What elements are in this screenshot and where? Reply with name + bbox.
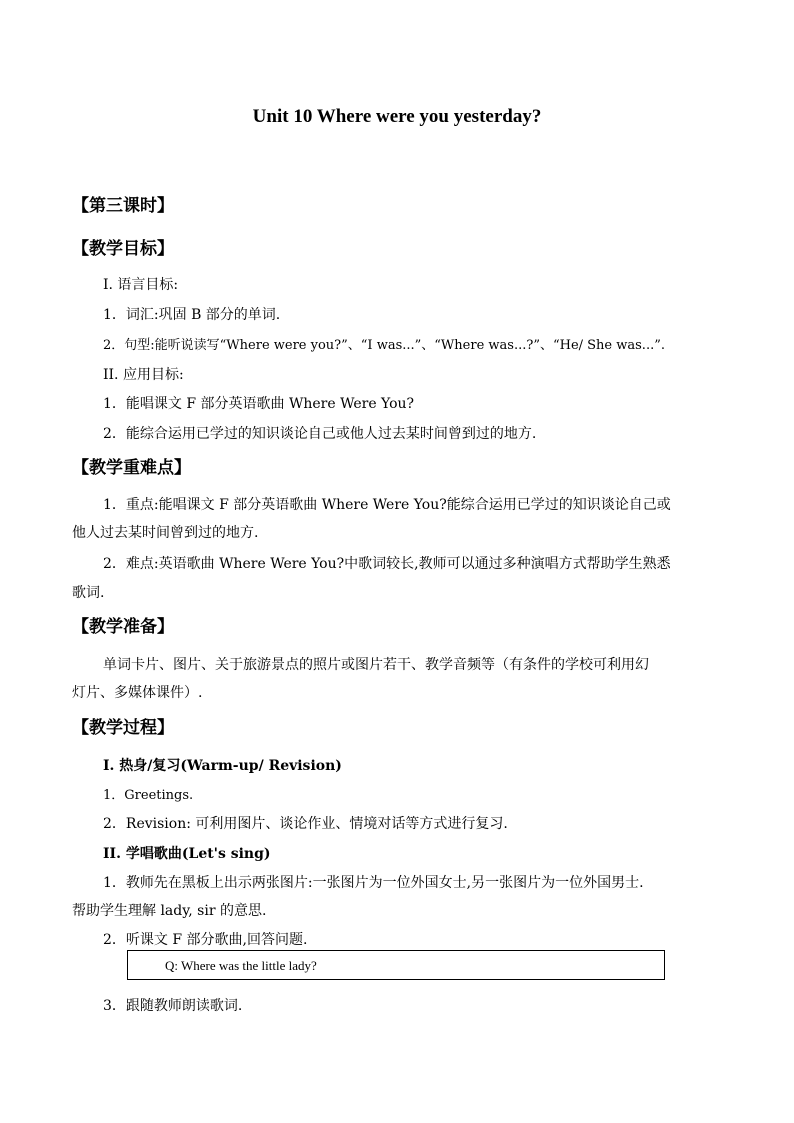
question-box <box>127 950 665 980</box>
question-text: Q: Where was the little lady? <box>165 958 317 973</box>
process-step-title: II. 学唱歌曲(Let's sing) <box>103 846 271 862</box>
heading-process: 【教学过程】 <box>72 718 174 738</box>
key-point-line: 歌词. <box>72 585 105 601</box>
document-title: Unit 10 Where were you yesterday? <box>252 106 542 127</box>
heading-preparation: 【教学准备】 <box>72 617 174 637</box>
objective-line: 1．词汇:巩固 B 部分的单词. <box>103 307 281 323</box>
process-line: 1．教师先在黑板上出示两张图片:一张图片为一位外国女士,另一张图片为一位外国男士. <box>103 875 644 891</box>
process-line: 2．Revision: 可利用图片、谈论作业、情境对话等方式进行复习. <box>103 816 508 832</box>
heading-objectives: 【教学目标】 <box>72 239 174 259</box>
process-line: 3．跟随教师朗读歌词. <box>103 998 243 1014</box>
preparation-line: 灯片、多媒体课件）. <box>72 685 203 701</box>
objective-line: 2．能综合运用已学过的知识谈论自己或他人过去某时间曾到过的地方. <box>103 426 537 442</box>
objective-line: 1．能唱课文 F 部分英语歌曲 Where Were You? <box>103 396 415 412</box>
preparation-line: 单词卡片、图片、关于旅游景点的照片或图片若干、教学音频等（有条件的学校可利用幻 <box>103 657 649 673</box>
key-point-line: 2．难点:英语歌曲 Where Were You?中歌词较长,教师可以通过多种演唱方式帮助学生熟悉 <box>103 556 671 572</box>
process-line: 1．Greetings. <box>103 788 194 803</box>
process-step-title: I. 热身/复习(Warm-up/ Revision) <box>103 758 342 774</box>
key-point-line: 1．重点:能唱课文 F 部分英语歌曲 Where Were You?能综合运用已学过的知识谈论自己或 <box>103 497 671 513</box>
heading-lesson: 【第三课时】 <box>72 196 174 216</box>
objective-line: II. 应用目标: <box>103 367 184 383</box>
heading-key-points: 【教学重难点】 <box>72 458 191 478</box>
process-line: 帮助学生理解 lady, sir 的意思. <box>72 903 267 919</box>
key-point-line: 他人过去某时间曾到过的地方. <box>72 525 259 541</box>
objective-line: I. 语言目标: <box>103 277 179 293</box>
process-line: 2．听课文 F 部分歌曲,回答问题. <box>103 932 308 948</box>
objective-line: 2．句型:能听说读写“Where were you?”、“I was...”、“Where was...?”、“He/ She was...”. <box>103 338 665 353</box>
